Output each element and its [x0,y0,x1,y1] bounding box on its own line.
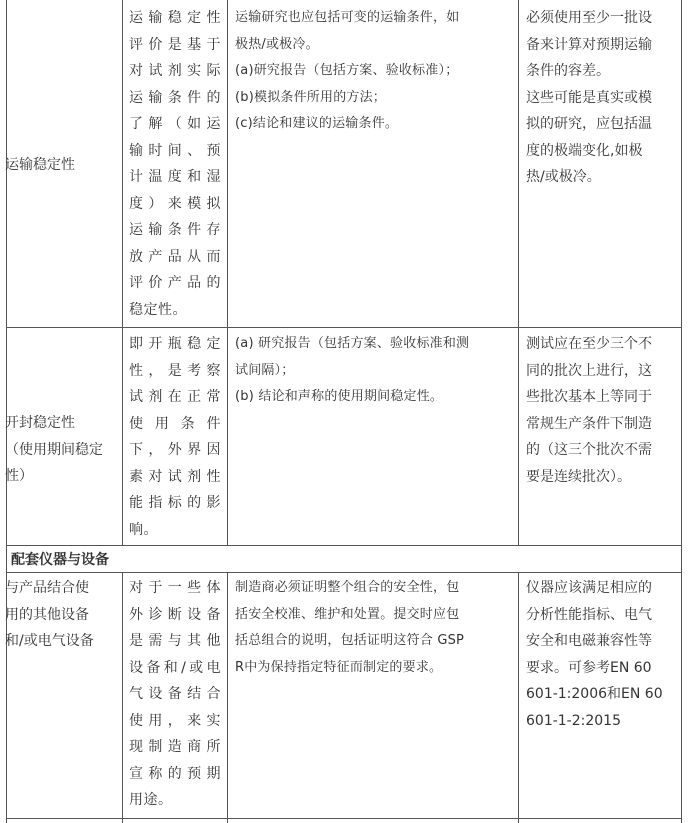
definition-line: 对试剂实际 [129,63,221,79]
definition-line: 放产品从而 [129,248,221,265]
row-definition-cell [129,575,221,814]
notes-line: 拟的研究，应包括温 [526,116,652,132]
definition-line: 即开瓶稳定 [129,336,221,352]
notes-line: 同的批次上进行，这 [526,362,652,379]
definition-line: 宣称的预期 [129,765,221,782]
row-name-cell [5,152,121,179]
notes-line: 的（这三个批次不需 [526,442,652,458]
row-name-cell [5,410,121,490]
definition-line: 性，是考察 [129,362,221,379]
definition-line: 使用条件 [129,415,221,432]
requirements-line: 括安全校准、维护和处置。提交时应包 [235,606,460,622]
notes-line: 要是连续批次）。 [526,468,631,485]
row-name-cell [5,575,121,655]
definition-line: 运输条件的 [129,89,221,106]
table-column-divider [518,572,519,823]
definition-line: 稳定性。 [129,301,187,318]
row-name-line: 开封稳定性 [5,415,75,431]
row-name-line: 运输稳定性 [5,157,75,173]
table-row-divider [6,572,682,573]
notes-line: 常规生产条件下制造 [526,415,652,432]
notes-line: 要求。可参考EN 60 [526,659,652,676]
definition-line: 素对试剂性 [129,468,221,485]
notes-line: 必须使用至少一批设 [526,10,652,26]
row-requirements-cell [235,331,515,411]
definition-line: 度）来模拟 [129,195,221,212]
definition-line: 用途。 [129,792,173,808]
requirements-line: 试间隔）； [235,362,295,378]
notes-line: 分析性能指标、电气 [526,606,652,623]
row-name-line: 和/或电气设备 [5,633,94,649]
definition-line: 计温度和湿 [129,169,221,185]
definition-line: 评价是基于 [129,36,221,53]
table-column-divider [518,0,519,545]
requirements-line: 运输研究也应包括可变的运输条件，如 [235,10,460,25]
definition-line: 气设备结合 [129,686,221,702]
table-row-divider [6,818,682,819]
definition-line: 运输稳定性 [129,10,221,26]
row-definition-cell [129,5,221,323]
definition-line: 试剂在正常 [129,389,221,405]
requirements-line: (a)研究报告（包括方案、验收标准）； [235,63,459,78]
row-notes-cell [526,575,676,734]
notes-line: 热/或极冷。 [526,169,601,185]
definition-line: 下，外界因 [129,442,221,458]
table-column-divider [122,0,123,545]
row-name-line: 与产品结合使 [5,580,89,596]
notes-line: 备来计算对预期运输 [526,36,652,53]
row-notes-cell [526,5,676,191]
requirements-line: 极热/或极冷。 [235,36,319,52]
table-column-divider [122,572,123,823]
definition-line: 响。 [129,521,158,538]
definition-line: 使用，来实 [129,712,221,729]
definition-line: 运输条件存 [129,222,221,238]
row-notes-cell [526,331,676,490]
requirements-line: (b)模拟条件所用的方法； [235,89,386,105]
table-column-divider [227,0,228,545]
notes-line: 这些可能是真实或模 [526,89,652,106]
row-name-line: 性） [5,468,33,484]
requirements-line: 括总组合的说明，包括证明这符合 GSP [235,633,465,648]
notes-line: 仪器应该满足相应的 [526,580,652,596]
notes-line: 条件的容差。 [526,63,610,79]
requirements-line: R中为保持指定特征而制定的要求。 [235,659,443,675]
requirements-line: 制造商必须证明整个组合的安全性，包 [235,580,460,595]
notes-line: 601-1-2:2015 [526,712,621,729]
definition-line: 外诊断设备 [129,606,221,623]
table-border-right [681,0,682,823]
notes-line: 些批次基本上等同于 [526,389,652,405]
row-name-line: 用的其他设备 [5,606,89,623]
row-name-line: （使用期间稳定 [5,441,103,458]
table-row-divider [6,327,682,328]
definition-line: 输时间、预 [129,142,221,159]
definition-line: 评价产品的 [129,275,221,291]
section-heading: 配套仪器与设备 [11,552,109,568]
notes-line: 度的极端变化,如极 [526,142,643,159]
definition-line: 了解（如运 [129,116,221,132]
notes-line: 测试应在至少三个不 [526,336,652,352]
table-row-divider [6,545,682,546]
requirements-line: (b) 结论和声称的使用期间稳定性。 [235,389,444,404]
definition-line: 现制造商所 [129,739,221,755]
definition-line: 能指标的影 [129,495,221,511]
definition-line: 对于一些体 [129,580,221,596]
requirements-line: (a) 研究报告（包括方案、验收标准和测 [235,336,470,351]
definition-line: 是需与其他 [129,633,221,649]
notes-line: 601-1:2006和EN 60 [526,686,663,702]
definition-line: 设备和/或电 [129,659,221,676]
table-column-divider [227,572,228,823]
row-requirements-cell [235,5,515,138]
requirements-line: (c)结论和建议的运输条件。 [235,116,399,131]
row-definition-cell [129,331,221,543]
notes-line: 安全和电磁兼容性等 [526,633,652,649]
row-requirements-cell [235,575,515,681]
